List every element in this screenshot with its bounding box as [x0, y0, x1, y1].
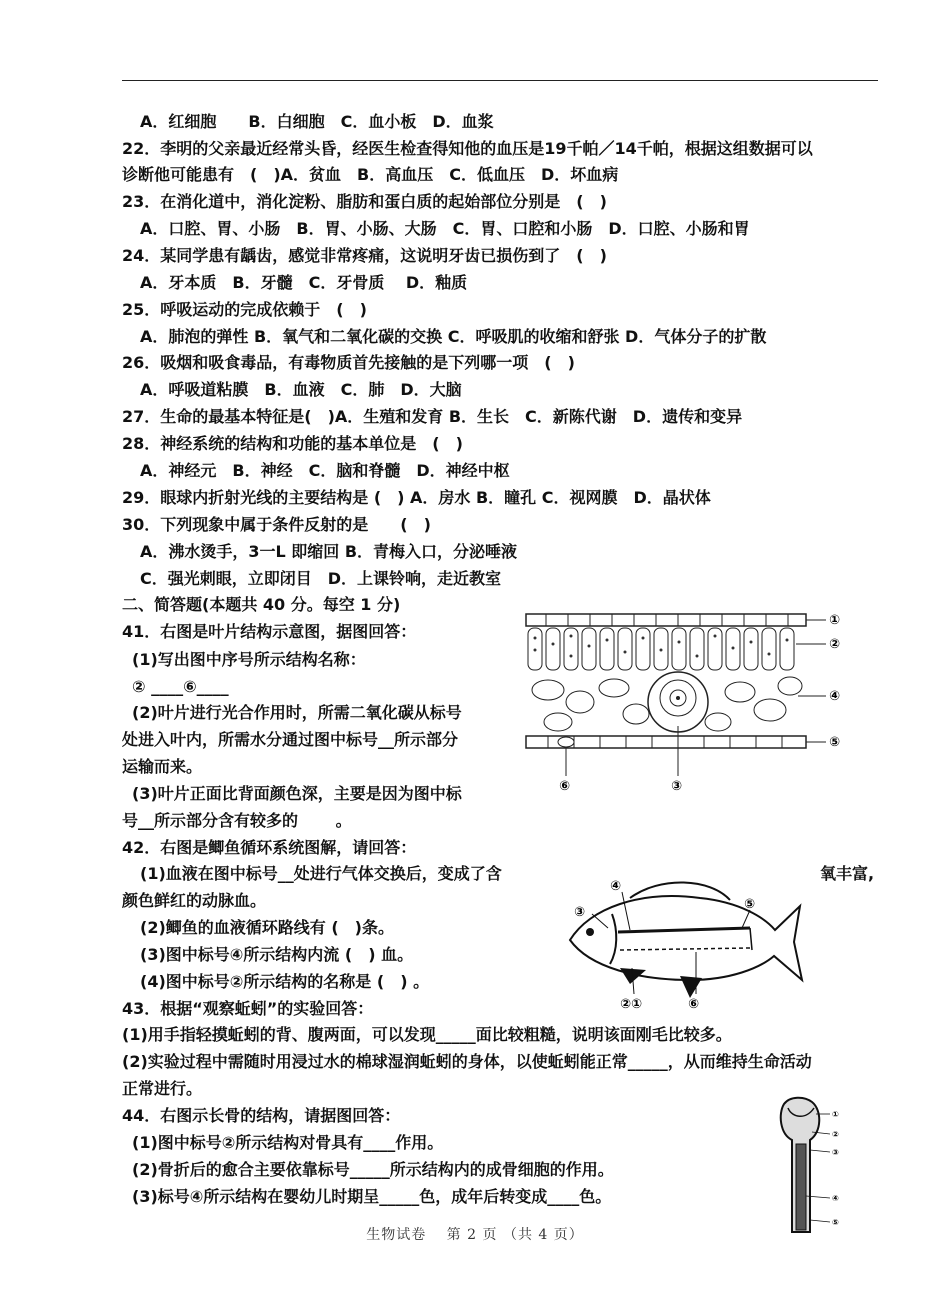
q42-text: 42．右图是鲫鱼循环系统图解，请回答：	[122, 838, 417, 857]
q24-options: A．牙本质 B．牙髓 C．牙骨质 D．釉质	[140, 273, 468, 292]
q41-sub1: (1)写出图中序号所示结构名称：	[132, 650, 366, 669]
bone-label-4: ④	[832, 1194, 839, 1203]
q41-sub2-a: (2)叶片进行光合作用时，所需二氧化碳从标号	[132, 703, 462, 722]
q42-sub1-a: (1)血液在图中标号__处进行气体交换后，变成了含	[140, 864, 502, 883]
q27-text: 27．生命的最基本特征是( )A．生殖和发育 B．生长 C．新陈代谢 D．遗传和变异	[122, 407, 743, 426]
q41-sub3-b: 号__所示部分含有较多的 。	[122, 811, 352, 830]
q41-text: 41．右图是叶片结构示意图，据图回答：	[122, 622, 417, 641]
q41-sub1-blank: ② ____⑥____	[132, 677, 229, 696]
q28-options: A．神经元 B．神经 C．脑和脊髓 D．神经中枢	[140, 461, 510, 480]
leaf-label-6: ⑥	[559, 779, 571, 794]
q22-options: 诊断他可能患有 ( )A．贫血 B．高血压 C．低血压 D．坏血病	[122, 165, 619, 184]
q26-text: 26．吸烟和吸食毒品，有毒物质首先接触的是下列哪一项 ( )	[122, 353, 575, 372]
bone-label-3: ③	[832, 1148, 839, 1157]
long-bone-figure	[768, 1094, 848, 1242]
q25-text: 25．呼吸运动的完成依赖于 ( )	[122, 300, 367, 319]
q42-sub4: (4)图中标号②所示结构的名称是 ( ) 。	[140, 972, 430, 991]
q41-sub2-c: 运输而来。	[122, 757, 203, 776]
q42-sub1-b: 颜色鲜红的动脉血。	[122, 891, 267, 910]
q44-text: 44．右图示长骨的结构，请据图回答：	[122, 1106, 401, 1125]
bone-label-1: ①	[832, 1110, 839, 1119]
q23-text: 23．在消化道中，消化淀粉、脂肪和蛋白质的起始部位分别是 ( )	[122, 192, 607, 211]
q42-sub1-a-tail: 氧丰富,	[820, 864, 875, 883]
q26-options: A．呼吸道粘膜 B．血液 C．肺 D．大脑	[140, 380, 462, 399]
leaf-label-3: ③	[671, 779, 683, 794]
q44-sub3: (3)标号④所示结构在婴幼儿时期呈_____色，成年后转变成____色。	[132, 1187, 612, 1206]
fish-label-5: ⑤	[744, 897, 756, 912]
section-2-heading: 二、简答题(本题共 40 分。每空 1 分)	[122, 595, 401, 614]
bone-label-2: ②	[832, 1130, 839, 1139]
bone-label-5: ⑤	[832, 1218, 839, 1227]
q24-text: 24．某同学患有龋齿，感觉非常疼痛，这说明牙齿已损伤到了 ( )	[122, 246, 607, 265]
q42-sub2: (2)鲫鱼的血液循环路线有 ( )条。	[140, 918, 394, 937]
q44-sub1: (1)图中标号②所示结构对骨具有____作用。	[132, 1133, 444, 1152]
q30-options-a: A．沸水烫手，3一L 即缩回 B．青梅入口，分泌唾液	[140, 542, 518, 561]
fish-label-6: ⑥	[688, 997, 700, 1012]
fish-label-2-1: ②①	[620, 997, 643, 1012]
q41-sub3-a: (3)叶片正面比背面颜色深，主要是因为图中标	[132, 784, 462, 803]
header-rule	[122, 80, 878, 81]
q21-options: A．红细胞 B．白细胞 C．血小板 D．血浆	[140, 112, 494, 131]
q30-text: 30．下列现象中属于条件反射的是 ( )	[122, 515, 431, 534]
q23-options: A．口腔、胃、小肠 B．胃、小肠、大肠 C．胃、口腔和小肠 D．口腔、小肠和胃	[140, 219, 750, 238]
q43-sub2-b: 正常进行。	[122, 1079, 203, 1098]
leaf-label-4: ④	[829, 689, 841, 704]
q22-text: 22．李明的父亲最近经常头昏，经医生检查得知他的血压是19千帕／14千帕，根据这组数据可以	[122, 139, 813, 158]
q43-sub1: (1)用手指轻摸蚯蚓的背、腹两面，可以发现_____面比较粗糙，说明该面刚毛比较多。	[122, 1025, 732, 1044]
leaf-label-5: ⑤	[829, 735, 841, 750]
q30-options-b: C．强光刺眼，立即闭目 D．上课铃响，走近教室	[140, 569, 502, 588]
leaf-label-2: ②	[829, 637, 841, 652]
q44-sub2: (2)骨折后的愈合主要依靠标号_____所示结构内的成骨细胞的作用。	[132, 1160, 614, 1179]
q29-text: 29．眼球内折射光线的主要结构是 ( ) A．房水 B．瞳孔 C．视网膜 D．晶状体	[122, 488, 711, 507]
leaf-label-1: ①	[829, 613, 841, 628]
q43-sub2-a: (2)实验过程中需随时用浸过水的棉球湿润蚯蚓的身体，以使蚯蚓能正常_____，从而维持生命活动	[122, 1052, 812, 1071]
q25-options: A．肺泡的弹性 B．氧气和二氧化碳的交换 C．呼吸肌的收缩和舒张 D．气体分子的扩散	[140, 327, 767, 346]
q43-text: 43．根据“观察蚯蚓”的实验回答：	[122, 999, 374, 1018]
q41-sub2-b: 处进入叶内，所需水分通过图中标号__所示部分	[122, 730, 459, 749]
fish-label-3: ③	[574, 905, 586, 920]
q28-text: 28．神经系统的结构和功能的基本单位是 ( )	[122, 434, 463, 453]
fish-circulation-figure	[560, 868, 810, 1013]
page-footer: 生物试卷 第 2 页 （共 4 页）	[366, 1227, 584, 1243]
fish-label-4: ④	[610, 879, 622, 894]
q42-sub3: (3)图中标号④所示结构内流 ( ) 血。	[140, 945, 414, 964]
leaf-structure-figure	[518, 606, 858, 796]
